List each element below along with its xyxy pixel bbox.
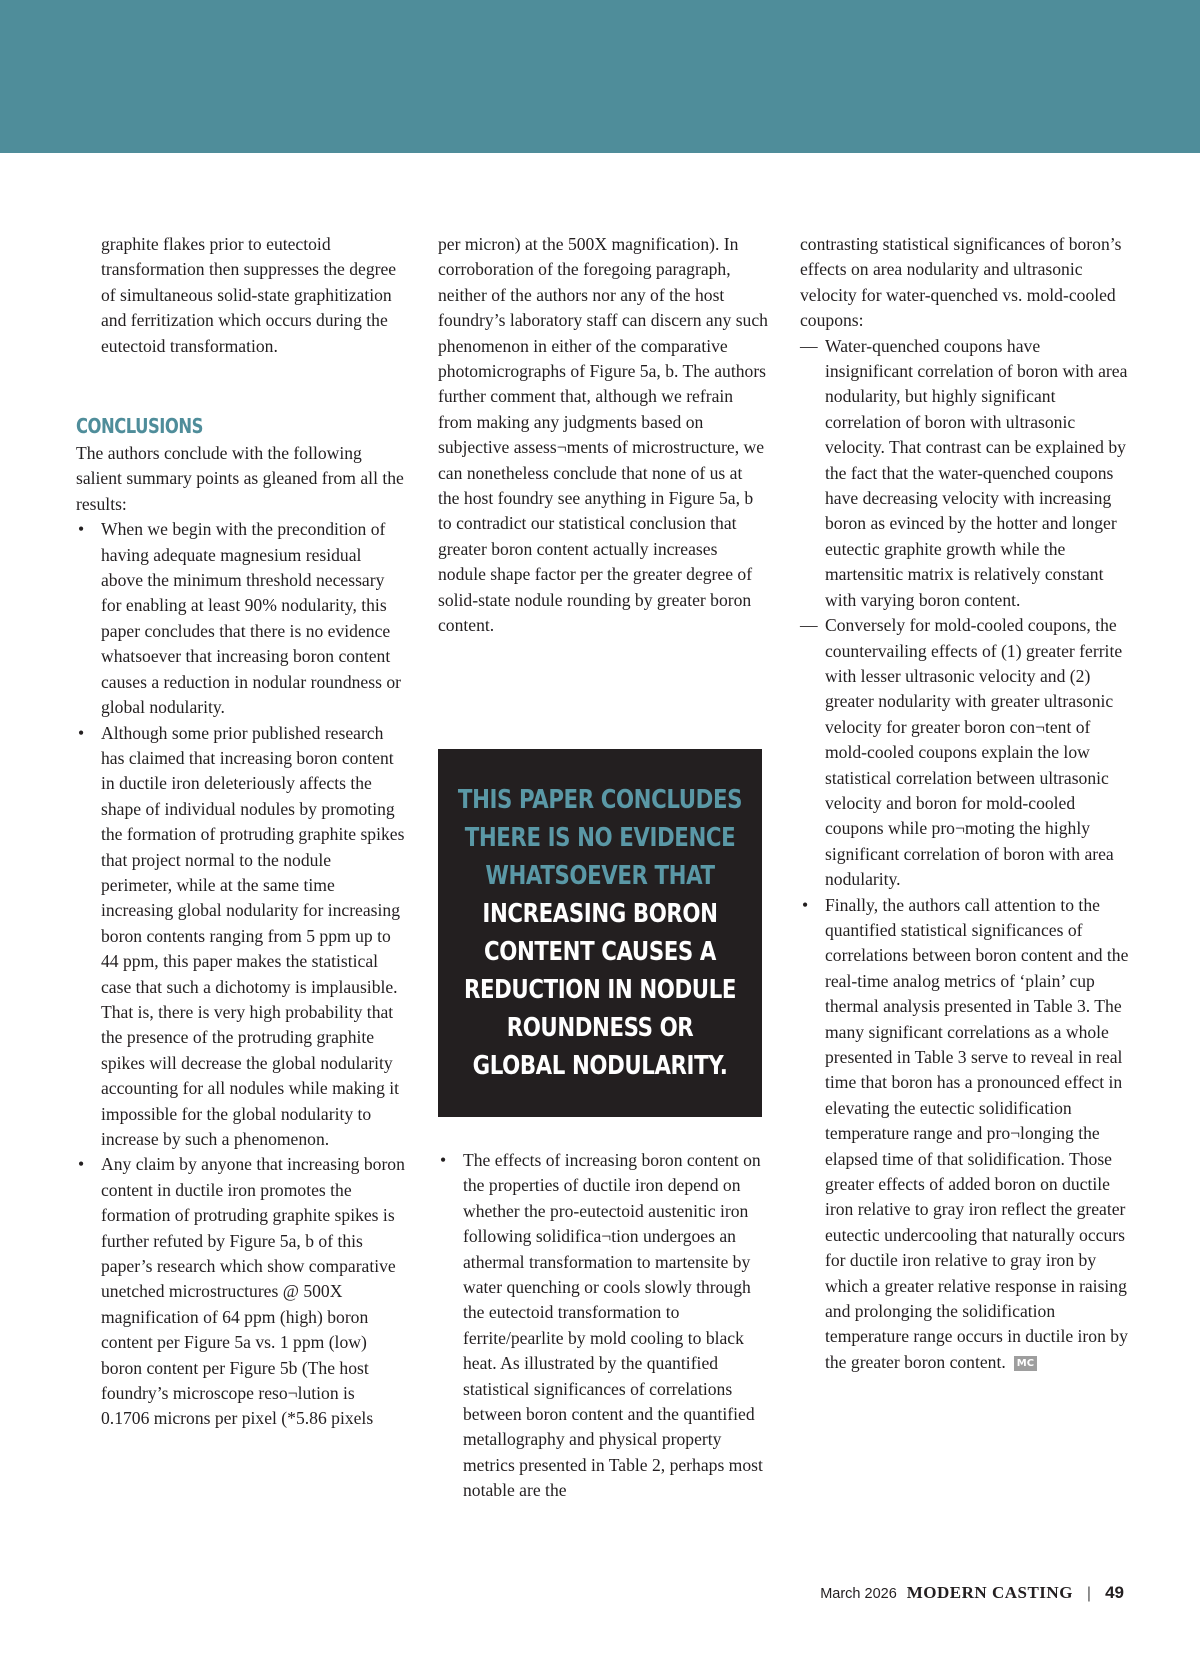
page-footer [820,1583,1124,1603]
dash-item-text: Water-quenched coupons have insignificant correlation of boron with area nodularity, but highly significant correlation of boron with ultrasonic velocity. That contrast can be explained by the fact that the water-quenched coupons have decreasing velocity with increasing boron as evinced by the hotter and longer eutectic graphite growth while the martensitic matrix is relatively constant with varying boron content. [825,335,1128,610]
pull-quote-text [444,781,756,1085]
column-2 [438,232,768,639]
pull-quote-line: WHATSOEVER THAT [485,861,715,891]
bullet-item [800,893,1130,1376]
pull-quote-line: REDUCTION IN NODULE [463,975,737,1005]
column-3 [800,232,1130,1375]
pull-quote-line: THIS PAPER CONCLUDES [457,785,743,815]
column-2-lower [438,1148,768,1504]
bullet-item: • Any claim by anyone that increasing boron content in ductile iron promotes the formation of protruding graphite spikes is further refuted by Figure 5a, b of this paper’s research which show comparative unetched microstructures @ 500X magnification of 64 ppm (high) boron content per Figure 5a vs. 1 ppm (low) boron content per Figure 5b (The host foundry’s microscope reso¬lution is 0.1706 microns per pixel (*5.86 pixels [76,1152,406,1431]
bullet-item: • When we begin with the precondition of having adequate magnesium residual above the minimum threshold necessary for enabling at least 90% nodularity, this paper concludes that there is no evidence whatsoever that increasing boron content causes a reduction in nodular roundness or global nodularity. [76,517,406,720]
continued-paragraph: contrasting statistical significances of boron’s effects on area nodularity and ultrasonic velocity for water-quenched vs. mold-cooled coupons: [800,234,1122,331]
dash-item-text: Conversely for mold-cooled coupons, the countervailing effects of (1) greater ferrite with lesser ultrasonic velocity and (2) greater nodularity with greater ultrasonic velocity for greater boron con¬tent of mold-cooled coupons explain the low statistical correlation between ultrasonic velocity and boron for mold-cooled coupons while pro¬moting the highly significant correlation of boron with area nodularity. [825,615,1123,890]
bullet-item: • Although some prior published research has claimed that increasing boron content in ductile iron deleteriously affects the shape of individual nodules by promoting the formation of protruding graphite spikes that project normal to the nodule perimeter, while at the same time increasing global nodularity for increasing boron contents ranging from 5 ppm up to 44 ppm, this paper makes the statistical case that such a dichotomy is implausible. That is, there is very high probability that the presence of the protruding graphite spikes will decrease the global nodularity accounting for all nodules while making it impossible for the global nodularity to increase by such a phenomenon. [76,721,406,1153]
column-1 [76,232,406,1432]
header-banner [0,0,1200,153]
magazine-name: MODERN CASTING [906,1583,1073,1602]
page-number: 49 [1105,1583,1124,1602]
dash-item [800,334,1130,613]
bullet-item-text: Finally, the authors call attention to the quantified statistical significances of correlations between boron content and the real-time analog metrics of ‘plain’ cup thermal analysis presented in Table 3. The many significant correlations as a whole presented in Table 3 serve to reveal in real time that boron has a pronounced effect in elevating the eutectic solidification temperature range and pro¬longing the elapsed time of that solidification. Those greater effects of added boron on ductile iron relative to gray iron reflect the greater eutectic undercooling that naturally occurs for ductile iron relative to gray iron by which a greater relative response in raising and prolonging the solidification temperature range occurs in ductile iron by the greater boron content. [825,894,1129,1372]
em-dash: — [800,335,818,356]
intro-paragraph: graphite flakes prior to eutectoid transformation then suppresses the degree of simultaneous solid-state graphitization and ferritization which occurs during the eutectoid transformation. [101,234,397,356]
em-dash: — [800,615,818,636]
footer-separator: | [1086,1585,1092,1602]
dash-item [800,613,1130,892]
pull-quote-line: CONTENT CAUSES A [484,937,716,967]
bullet-item: • The effects of increasing boron content on the properties of ductile iron depend on whether the pro-eutectoid austenitic iron following solidifica¬tion undergoes an athermal transformation to martensite by water quenching or cools slowly through the eutectoid transformation to ferrite/pearlite by mold cooling to black heat. As illustrated by the quantified statistical significances of correlations between boron content and the quantified metallography and physical property metrics presented in Table 2, perhaps most notable are the [438,1148,768,1504]
pull-quote-line: ROUNDNESS OR [506,1013,694,1043]
issue-date: March 2026 [820,1586,897,1602]
pull-quote-line: INCREASING BORON [482,899,718,929]
pull-quote-line: GLOBAL NODULARITY. [472,1051,728,1081]
pull-quote-line: THERE IS NO EVIDENCE [464,823,736,853]
continued-paragraph: per micron) at the 500X magnification). In corroboration of the foregoing paragraph, neither of the authors nor any of the host foundry’s laboratory staff can discern any such phenomenon in either of the comparative photomicrographs of Figure 5a, b. The authors further comment that, although we refrain from making any judgments based on subjective assess¬ments of microstructure, we can nonetheless conclude that none of us at the host foundry see anything in Figure 5a, b to contradict our statistical conclusion that greater boron content actually increases nodule shape factor per the greater degree of solid-state nodule rounding by greater boron content. [438,234,768,636]
pull-quote [438,749,762,1117]
section-heading: CONCLUSIONS [76,414,203,439]
end-mark-logo: MC [1014,1356,1037,1371]
lead-paragraph: The authors conclude with the following salient summary points as gleaned from all the results: [76,443,404,514]
